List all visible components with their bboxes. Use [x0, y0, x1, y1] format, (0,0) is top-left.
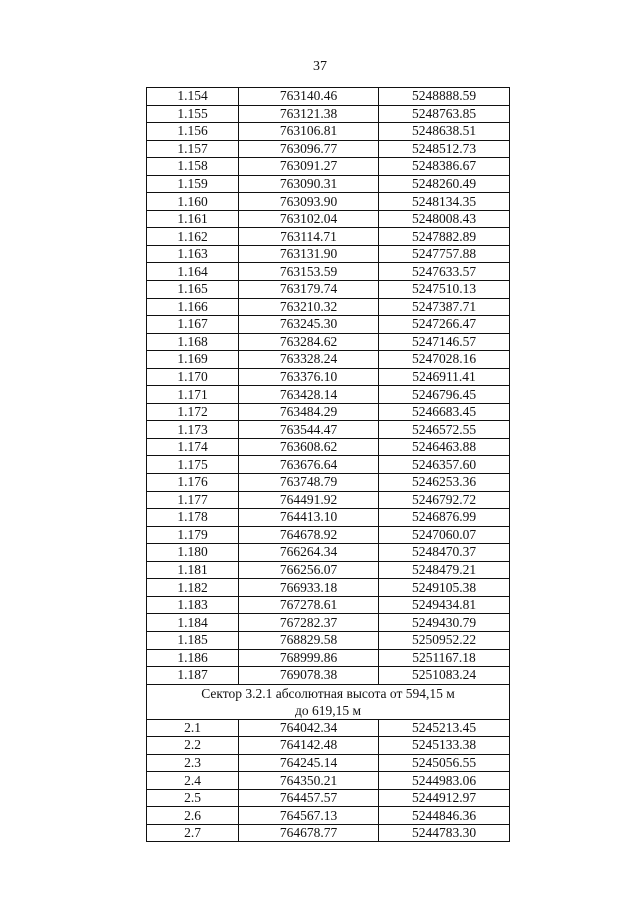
table-row — [147, 491, 510, 509]
y-coordinate-cell: 5247028.16 — [379, 351, 510, 369]
point-number-cell: 1.178 — [147, 509, 239, 527]
x-coordinate-cell: 763140.46 — [239, 88, 379, 106]
x-coordinate-cell: 763106.81 — [239, 123, 379, 141]
table-row — [147, 140, 510, 158]
y-coordinate-cell: 5244983.06 — [379, 772, 510, 790]
y-coordinate-cell: 5248763.85 — [379, 105, 510, 123]
y-coordinate-cell: 5251083.24 — [379, 667, 510, 685]
table-row — [147, 351, 510, 369]
x-coordinate-cell: 763676.64 — [239, 456, 379, 474]
table-row — [147, 193, 510, 211]
y-coordinate-cell: 5246572.55 — [379, 421, 510, 439]
x-coordinate-cell: 764678.92 — [239, 526, 379, 544]
x-coordinate-cell: 763284.62 — [239, 333, 379, 351]
table-row — [147, 649, 510, 667]
x-coordinate-cell: 763090.31 — [239, 175, 379, 193]
point-number-cell: 1.159 — [147, 175, 239, 193]
x-coordinate-cell: 764142.48 — [239, 737, 379, 755]
table-row — [147, 614, 510, 632]
table-row — [147, 667, 510, 685]
point-number-cell: 1.173 — [147, 421, 239, 439]
table-row — [147, 579, 510, 597]
table-row — [147, 105, 510, 123]
point-number-cell: 1.154 — [147, 88, 239, 106]
table-row — [147, 333, 510, 351]
table-row — [147, 245, 510, 263]
table-row — [147, 596, 510, 614]
x-coordinate-cell: 768829.58 — [239, 631, 379, 649]
section-header-cell — [147, 684, 510, 719]
x-coordinate-cell: 763114.71 — [239, 228, 379, 246]
table-row — [147, 561, 510, 579]
point-number-cell: 2.4 — [147, 772, 239, 790]
y-coordinate-cell: 5246253.36 — [379, 474, 510, 492]
y-coordinate-cell: 5246876.99 — [379, 509, 510, 527]
table-row — [147, 789, 510, 807]
x-coordinate-cell: 764245.14 — [239, 754, 379, 772]
point-number-cell: 2.2 — [147, 737, 239, 755]
x-coordinate-cell: 763245.30 — [239, 316, 379, 334]
x-coordinate-cell: 763096.77 — [239, 140, 379, 158]
y-coordinate-cell: 5248386.67 — [379, 158, 510, 176]
y-coordinate-cell: 5246796.45 — [379, 386, 510, 404]
y-coordinate-cell: 5246463.88 — [379, 438, 510, 456]
table-row — [147, 298, 510, 316]
y-coordinate-cell: 5246911.41 — [379, 368, 510, 386]
point-number-cell: 1.157 — [147, 140, 239, 158]
x-coordinate-cell: 763544.47 — [239, 421, 379, 439]
y-coordinate-cell: 5245133.38 — [379, 737, 510, 755]
point-number-cell: 1.168 — [147, 333, 239, 351]
point-number-cell: 1.166 — [147, 298, 239, 316]
x-coordinate-cell: 769078.38 — [239, 667, 379, 685]
y-coordinate-cell: 5250952.22 — [379, 631, 510, 649]
x-coordinate-cell: 763608.62 — [239, 438, 379, 456]
point-number-cell: 1.172 — [147, 403, 239, 421]
y-coordinate-cell: 5247510.13 — [379, 281, 510, 299]
y-coordinate-cell: 5247146.57 — [379, 333, 510, 351]
y-coordinate-cell: 5248134.35 — [379, 193, 510, 211]
x-coordinate-cell: 763210.32 — [239, 298, 379, 316]
table-row — [147, 263, 510, 281]
table-row — [147, 368, 510, 386]
y-coordinate-cell: 5247387.71 — [379, 298, 510, 316]
table-row — [147, 526, 510, 544]
y-coordinate-cell: 5246792.72 — [379, 491, 510, 509]
table-row — [147, 228, 510, 246]
table-row — [147, 824, 510, 842]
x-coordinate-cell: 764042.34 — [239, 719, 379, 737]
table-row — [147, 509, 510, 527]
x-coordinate-cell: 764413.10 — [239, 509, 379, 527]
point-number-cell: 1.170 — [147, 368, 239, 386]
x-coordinate-cell: 763328.24 — [239, 351, 379, 369]
x-coordinate-cell: 763093.90 — [239, 193, 379, 211]
x-coordinate-cell: 763121.38 — [239, 105, 379, 123]
table-row — [147, 210, 510, 228]
point-number-cell: 1.167 — [147, 316, 239, 334]
table-row — [147, 386, 510, 404]
table-row — [147, 754, 510, 772]
point-number-cell: 1.162 — [147, 228, 239, 246]
section-header-row — [147, 684, 510, 719]
x-coordinate-cell: 763091.27 — [239, 158, 379, 176]
point-number-cell: 1.180 — [147, 544, 239, 562]
point-number-cell: 1.187 — [147, 667, 239, 685]
y-coordinate-cell: 5244846.36 — [379, 807, 510, 825]
y-coordinate-cell: 5249105.38 — [379, 579, 510, 597]
point-number-cell: 1.174 — [147, 438, 239, 456]
point-number-cell: 1.175 — [147, 456, 239, 474]
y-coordinate-cell: 5248470.37 — [379, 544, 510, 562]
point-number-cell: 2.5 — [147, 789, 239, 807]
point-number-cell: 2.7 — [147, 824, 239, 842]
y-coordinate-cell: 5248008.43 — [379, 210, 510, 228]
x-coordinate-cell: 766256.07 — [239, 561, 379, 579]
y-coordinate-cell: 5249434.81 — [379, 596, 510, 614]
table-row — [147, 421, 510, 439]
point-number-cell: 2.3 — [147, 754, 239, 772]
table-row — [147, 474, 510, 492]
table-row — [147, 123, 510, 141]
x-coordinate-cell: 764457.57 — [239, 789, 379, 807]
y-coordinate-cell: 5248638.51 — [379, 123, 510, 141]
point-number-cell: 1.177 — [147, 491, 239, 509]
point-number-cell: 1.169 — [147, 351, 239, 369]
y-coordinate-cell: 5248479.21 — [379, 561, 510, 579]
y-coordinate-cell: 5248260.49 — [379, 175, 510, 193]
coordinates-table-body-sector — [147, 719, 510, 842]
x-coordinate-cell: 767282.37 — [239, 614, 379, 632]
point-number-cell: 1.184 — [147, 614, 239, 632]
x-coordinate-cell: 763484.29 — [239, 403, 379, 421]
point-number-cell: 1.181 — [147, 561, 239, 579]
y-coordinate-cell: 5247060.07 — [379, 526, 510, 544]
x-coordinate-cell: 766933.18 — [239, 579, 379, 597]
point-number-cell: 1.171 — [147, 386, 239, 404]
x-coordinate-cell: 768999.86 — [239, 649, 379, 667]
point-number-cell: 1.182 — [147, 579, 239, 597]
section-header-body — [147, 684, 510, 719]
y-coordinate-cell: 5251167.18 — [379, 649, 510, 667]
y-coordinate-cell: 5247633.57 — [379, 263, 510, 281]
point-number-cell: 1.160 — [147, 193, 239, 211]
y-coordinate-cell: 5245056.55 — [379, 754, 510, 772]
point-number-cell: 1.176 — [147, 474, 239, 492]
point-number-cell: 2.6 — [147, 807, 239, 825]
table-row — [147, 737, 510, 755]
table-row — [147, 316, 510, 334]
table-row — [147, 456, 510, 474]
y-coordinate-cell: 5244783.30 — [379, 824, 510, 842]
y-coordinate-cell: 5249430.79 — [379, 614, 510, 632]
section-header-line-2: до 619,15 м — [294, 702, 362, 718]
table-row — [147, 719, 510, 737]
point-number-cell: 1.185 — [147, 631, 239, 649]
point-number-cell: 1.186 — [147, 649, 239, 667]
y-coordinate-cell: 5247882.89 — [379, 228, 510, 246]
point-number-cell: 2.1 — [147, 719, 239, 737]
x-coordinate-cell: 764567.13 — [239, 807, 379, 825]
y-coordinate-cell: 5247266.47 — [379, 316, 510, 334]
x-coordinate-cell: 763102.04 — [239, 210, 379, 228]
x-coordinate-cell: 763179.74 — [239, 281, 379, 299]
point-number-cell: 1.164 — [147, 263, 239, 281]
y-coordinate-cell: 5247757.88 — [379, 245, 510, 263]
point-number-cell: 1.161 — [147, 210, 239, 228]
point-number-cell: 1.183 — [147, 596, 239, 614]
x-coordinate-cell: 764678.77 — [239, 824, 379, 842]
table-row — [147, 772, 510, 790]
y-coordinate-cell: 5248888.59 — [379, 88, 510, 106]
x-coordinate-cell: 763153.59 — [239, 263, 379, 281]
table-row — [147, 438, 510, 456]
table-row — [147, 403, 510, 421]
point-number-cell: 1.156 — [147, 123, 239, 141]
table-row — [147, 631, 510, 649]
table-row — [147, 544, 510, 562]
coordinates-table — [146, 87, 510, 842]
point-number-cell: 1.155 — [147, 105, 239, 123]
x-coordinate-cell: 766264.34 — [239, 544, 379, 562]
table-row — [147, 88, 510, 106]
coordinates-table-body-main — [147, 88, 510, 685]
page-number: 37 — [313, 59, 327, 74]
point-number-cell: 1.165 — [147, 281, 239, 299]
point-number-cell: 1.179 — [147, 526, 239, 544]
table-row — [147, 158, 510, 176]
y-coordinate-cell: 5246683.45 — [379, 403, 510, 421]
x-coordinate-cell: 763748.79 — [239, 474, 379, 492]
y-coordinate-cell: 5248512.73 — [379, 140, 510, 158]
x-coordinate-cell: 764350.21 — [239, 772, 379, 790]
point-number-cell: 1.158 — [147, 158, 239, 176]
x-coordinate-cell: 764491.92 — [239, 491, 379, 509]
y-coordinate-cell: 5244912.97 — [379, 789, 510, 807]
point-number-cell: 1.163 — [147, 245, 239, 263]
x-coordinate-cell: 763131.90 — [239, 245, 379, 263]
x-coordinate-cell: 763428.14 — [239, 386, 379, 404]
table-row — [147, 807, 510, 825]
section-header-line-1: Сектор 3.2.1 абсолютная высота от 594,15 м — [201, 685, 455, 701]
x-coordinate-cell: 767278.61 — [239, 596, 379, 614]
y-coordinate-cell: 5245213.45 — [379, 719, 510, 737]
table-row — [147, 281, 510, 299]
x-coordinate-cell: 763376.10 — [239, 368, 379, 386]
table-row — [147, 175, 510, 193]
y-coordinate-cell: 5246357.60 — [379, 456, 510, 474]
